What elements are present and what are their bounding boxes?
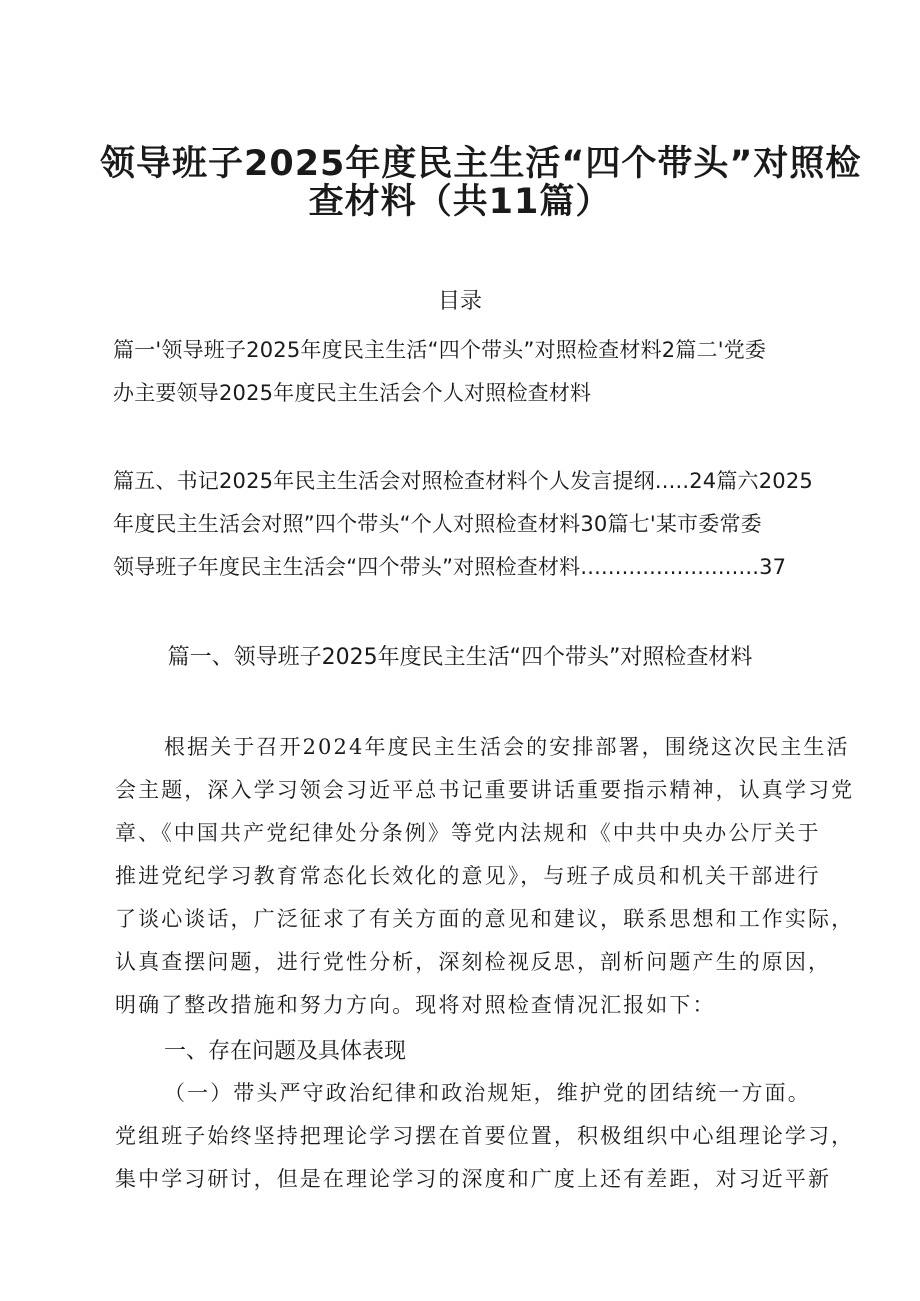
section-title: 篇一、领导班子2025年度民主生活“四个带头”对照检查材料 (167, 645, 753, 670)
paragraph-line: 根据关于召开2024年度民主生活会的安排部署，围绕这次民主生活 (164, 735, 850, 759)
paragraph-line: 推进党纪学习教育常态化长效化的意见》，与班子成员和机关干部进行 (115, 864, 821, 888)
paragraph-line: 章、《中国共产党纪律处分条例》等党内法规和《中共中央办公厅关于 (115, 821, 821, 845)
paragraph-line: 明确了整改措施和努力方向。现将对照检查情况汇报如下： (115, 993, 716, 1017)
document-title-line-1: 领导班子2025年度民主生活“四个带头”对照检 (100, 144, 862, 184)
paragraph-line: 认真查摆问题，进行党性分析，深刻检视反思，剖析问题产生的原因， (115, 950, 832, 974)
paragraph-line: 会主题，深入学习领会习近平总书记重要讲话重要指示精神，认真学习党 (115, 778, 855, 802)
paragraph-line: 党组班子始终坚持把理论学习摆在首要位置，积极组织中心组理论学习， (115, 1124, 855, 1148)
paragraph-line: 集中学习研讨，但是在理论学习的深度和广度上还有差距，对习近平新 (115, 1167, 832, 1191)
document-title-line-2: 查材料（共11篇） (308, 182, 612, 222)
toc-line: 领导班子年度民主生活会“四个带头”对照检查材料..........................37 (113, 555, 787, 579)
toc-line: 年度民主生活会对照”四个带头“个人对照检查材料30篇七'某市委常委 (113, 512, 762, 536)
toc-line: 办主要领导2025年度民主生活会个人对照检查材料 (113, 381, 592, 405)
paragraph-line: （一）带头严守政治纪律和政治规矩，维护党的团结统一方面。 (164, 1081, 811, 1105)
toc-line: 篇五、书记2025年民主生活会对照检查材料个人发言提纲.....24篇六2025 (113, 469, 813, 493)
section-heading: 一、存在问题及具体表现 (164, 1039, 407, 1064)
toc-line: 篇一'领导班子2025年度民主生活“四个带头”对照检查材料2篇二'党委 (113, 338, 767, 362)
paragraph-line: 了谈心谈话，广泛征求了有关方面的意见和建议，联系思想和工作实际， (115, 907, 855, 931)
toc-heading: 目录 (437, 289, 482, 314)
